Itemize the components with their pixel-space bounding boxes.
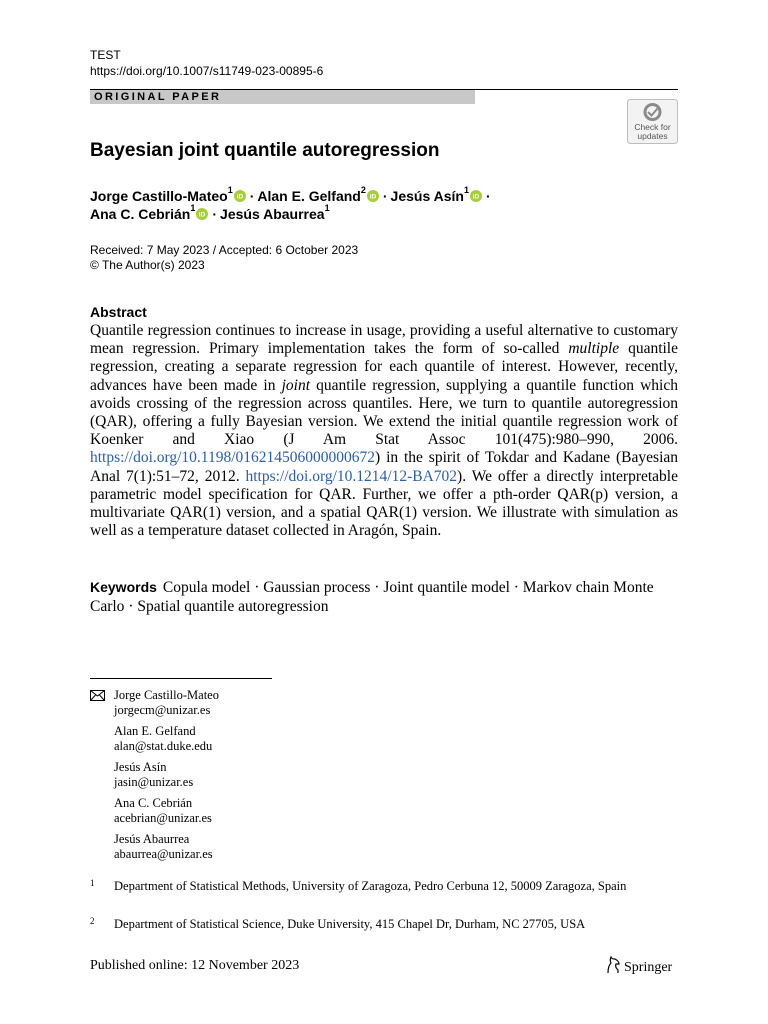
author-name: Ana C. Cebrián: [90, 206, 191, 222]
article-doi[interactable]: https://doi.org/10.1007/s11749-023-00895-6: [90, 64, 324, 78]
author-affiliation-mark: 1: [227, 185, 233, 196]
author-affiliation-mark: 1: [463, 185, 469, 196]
keywords-text: Copula model · Gaussian process · Joint quantile model · Markov chain Monte Carlo · Spatial quantile autoregression: [90, 579, 654, 615]
svg-text:iD: iD: [472, 193, 480, 201]
publisher-name: Springer: [624, 960, 673, 975]
svg-text:iD: iD: [369, 193, 377, 201]
author-separator: ·: [382, 188, 388, 204]
author-affiliation-mark: 1: [190, 203, 196, 214]
author-name: Jorge Castillo-Mateo: [90, 188, 228, 204]
publisher-logo: [605, 956, 672, 974]
paper-type-label: ORIGINAL PAPER: [94, 91, 222, 103]
contact-entry: [114, 760, 193, 790]
paper-type-bar: [90, 89, 678, 105]
abstract-text: ) in the spirit of Tokdar and Kadane (Bayesian Anal 7(1):51–72, 2012.: [90, 449, 678, 485]
svg-text:iD: iD: [199, 211, 206, 219]
contact-email[interactable]: jorgecm@unizar.es: [114, 703, 211, 717]
springer-horse-icon: [605, 956, 621, 974]
contact-name: Alan E. Gelfand: [114, 724, 196, 738]
article-title: Bayesian joint quantile autoregression: [90, 140, 440, 161]
author-separator: ·: [212, 206, 218, 222]
received-accepted-dates: Received: 7 May 2023 / Accepted: 6 October 2023: [90, 243, 359, 257]
keywords-label: Keywords: [90, 579, 157, 595]
author-affiliation-mark: 1: [324, 203, 330, 214]
contact-name: Jorge Castillo-Mateo: [114, 688, 219, 702]
abstract-text: quantile regression, creating a separate regression for each quantile of interest. However, recently, advances have been made in: [90, 340, 678, 394]
author-list-continued: [90, 205, 330, 223]
journal-name: TEST: [90, 48, 121, 62]
orcid-icon[interactable]: [367, 190, 379, 202]
published-online-date: Published online: 12 November 2023: [90, 958, 300, 973]
author-name: Jesús Asín: [390, 188, 464, 204]
affiliation-number: 1: [90, 878, 95, 888]
author-separator: ·: [249, 188, 255, 204]
contact-entry: [114, 688, 219, 718]
footnote-rule: [90, 678, 272, 679]
keywords: [90, 578, 678, 616]
abstract-text: Quantile regression continues to increase in usage, providing a useful alternative to customary mean regression. Primary implementation takes the form of so-called: [90, 322, 678, 358]
affiliation-text: Department of Statistical Science, Duke University, 415 Chapel Dr, Durham, NC 27705, USA: [114, 917, 586, 931]
author-affiliation-mark: 2: [360, 185, 366, 196]
doi-link[interactable]: https://doi.org/10.1214/12-BA702: [245, 467, 458, 485]
affiliation-number: 2: [90, 916, 95, 926]
abstract-text: quantile regression, supplying a quantile function which avoids crossing of the regression across quantiles. Here, we turn to quantile autoregression (QAR), offering a fully Bayesian version. We extend the initial quantile regression work of Koenker and Xiao (J Am Stat Assoc 101(475):980–990, 2006.: [90, 376, 678, 449]
contact-entry: [114, 796, 212, 826]
contact-entry: [114, 724, 212, 754]
mail-icon: [90, 690, 105, 701]
contact-entry: [114, 832, 213, 862]
contact-email[interactable]: abaurrea@unizar.es: [114, 847, 213, 861]
orcid-icon[interactable]: [196, 208, 208, 220]
orcid-icon[interactable]: [470, 190, 482, 202]
author-name: Alan E. Gelfand: [257, 188, 361, 204]
contact-email[interactable]: alan@stat.duke.edu: [114, 739, 213, 753]
doi-link[interactable]: https://doi.org/10.1198/016214506000000672: [90, 449, 376, 467]
abstract-emphasis: multiple: [568, 340, 620, 358]
contact-name: Jesús Asín: [114, 760, 167, 774]
badge-line-2: updates: [637, 131, 668, 141]
orcid-icon[interactable]: [234, 190, 246, 202]
badge-line-1: Check for: [634, 122, 671, 132]
check-for-updates-badge[interactable]: [627, 99, 678, 144]
copyright-notice: © The Author(s) 2023: [90, 258, 205, 272]
svg-text:iD: iD: [236, 193, 243, 201]
affiliation-text: Department of Statistical Methods, University of Zaragoza, Pedro Cerbuna 12, 50009 Zaragoza, Spain: [114, 879, 627, 893]
abstract-text: ). We offer a directly interpretable parametric model specification for QAR. Further, we offer a pth-order QAR(p) version, a multivariate QAR(1) version, and a spatial QAR(1) version. We illustrate with simulation as well as a temperature dataset collected in Aragón, Spain.: [90, 467, 678, 540]
author-name: Jesús Abaurrea: [220, 206, 325, 222]
contact-name: Ana C. Cebrián: [114, 796, 193, 810]
abstract-emphasis: joint: [281, 376, 311, 394]
author-separator: ·: [485, 188, 491, 204]
abstract-heading: Abstract: [90, 304, 147, 320]
contact-email[interactable]: jasin@unizar.es: [114, 775, 194, 789]
contact-name: Jesús Abaurrea: [114, 832, 190, 846]
contact-email[interactable]: acebrian@unizar.es: [114, 811, 212, 825]
abstract-body: [90, 322, 678, 540]
author-list: [90, 187, 494, 205]
